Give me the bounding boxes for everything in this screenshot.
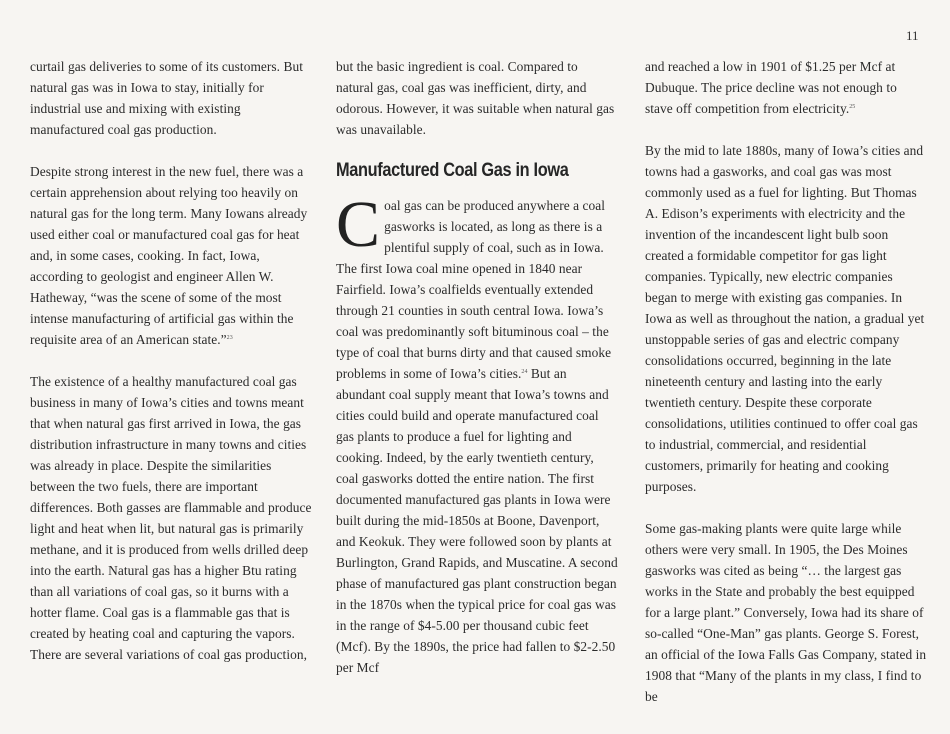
paragraph-text: Despite strong interest in the new fuel, there was a certain apprehension about relying too heavily on natural gas for the long term. Many Iowans already used either coal or manufactured coal gas for heat and, in some cases, cooking. In fact, Iowa, according to geologist and engineer Allen W. Hatheway, “was the scene of some of the most intense manufacturing of artificial gas within the requisite area of an American state.” <box>30 164 308 347</box>
paragraph-text: and reached a low in 1901 of $1.25 per Mcf at Dubuque. The price decline was not enough to stave off competition from electricity. <box>645 59 897 116</box>
column-3 <box>645 56 927 707</box>
column-1 <box>30 56 312 665</box>
paragraph-text: But an abundant coal supply meant that Iowa’s towns and cities could build and operate manufactured coal gas plants to produce a fuel for lighting and cooking. Indeed, by the early twentieth century, coal gasworks dotted the entire nation. The first documented manufactured gas plants in Iowa were built during the mid-1850s at Boone, Davenport, and Keokuk. They were followed soon by plants at Burlington, Grand Rapids, and Muscatine. A second phase of manufactured gas plant construction began in the 1870s when the typical price for coal gas was in the range of $4-5.00 per thousand cubic feet (Mcf). By the 1890s, the price had fallen to $2-2.50 per Mcf <box>336 366 618 675</box>
column-2 <box>336 56 618 678</box>
paragraph: Some gas-making plants were quite large while others were very small. In 1905, the Des Moines gasworks was cited as being “… the largest gas works in the State and probably the best equipped for a large plant.” Conversely, Iowa had its share of so-called “One-Man” gas plants. George S. Forest, an official of the Iowa Falls Gas Company, stated in 1908 that “Many of the plants in my class, I find to be <box>645 521 927 704</box>
paragraph-text: oal gas can be produced anywhere a coal gasworks is located, as long as there is a plentiful supply of coal, such as in Iowa. The first Iowa coal mine opened in 1840 near Fairfield. Iowa’s coalfields eventually extended through 21 counties in south central Iowa. Iowa’s coal was predominantly soft bituminous coal – the type of coal that burns dirty and that caused smoke problems in some of Iowa’s cities. <box>336 198 612 381</box>
section-heading: Manufactured Coal Gas in Iowa <box>336 160 569 181</box>
footnote-ref: 24 <box>521 369 528 375</box>
footnote-ref: 25 <box>849 104 856 110</box>
page-number: 11 <box>906 28 919 43</box>
paragraph: By the mid to late 1880s, many of Iowa’s cities and towns had a gasworks, and coal gas was most commonly used as a fuel for lighting. But Thomas A. Edison’s experiments with electricity and the invention of the incandescent light bulb soon created a formidable competitor for gas light companies. Typically, new electric companies began to merge with existing gas companies. In Iowa as well as throughout the nation, a gradual yet unstoppable series of gas and electric company consolidations occurred, beginning in the late nineteenth century and lasting into the early twentieth century. Despite these corporate consolidations, utilities continued to offer coal gas to industrial, commercial, and residential customers, primarily for heating and cooking purposes. <box>645 143 925 494</box>
paragraph: The existence of a healthy manufactured coal gas business in many of Iowa’s cities and towns meant that when natural gas first arrived in Iowa, the gas distribution infrastructure in many towns and cities was already in place. Despite the similarities between the two fuels, there are important differences. Both gasses are flammable and produce light and heat when lit, but natural gas is primarily methane, and it is produced from wells drilled deep into the earth. Natural gas has a higher Btu rating than all variations of coal gas, so it burns with a hotter flame. Coal gas is a flammable gas that is created by heating coal and capturing the vapors. There are several variations of coal gas production, <box>30 374 312 662</box>
footnote-ref: 23 <box>226 335 233 341</box>
drop-cap: C <box>336 188 381 261</box>
paragraph <box>336 188 618 678</box>
paragraph: but the basic ingredient is coal. Compared to natural gas, coal gas was inefficient, dirty, and odorous. However, it was suitable when natural gas was unavailable. <box>336 59 615 137</box>
paragraph <box>645 56 927 119</box>
paragraph <box>30 161 312 350</box>
paragraph: curtail gas deliveries to some of its customers. But natural gas was in Iowa to stay, initially for industrial use and mixing with existing manufactured coal gas production. <box>30 59 303 137</box>
